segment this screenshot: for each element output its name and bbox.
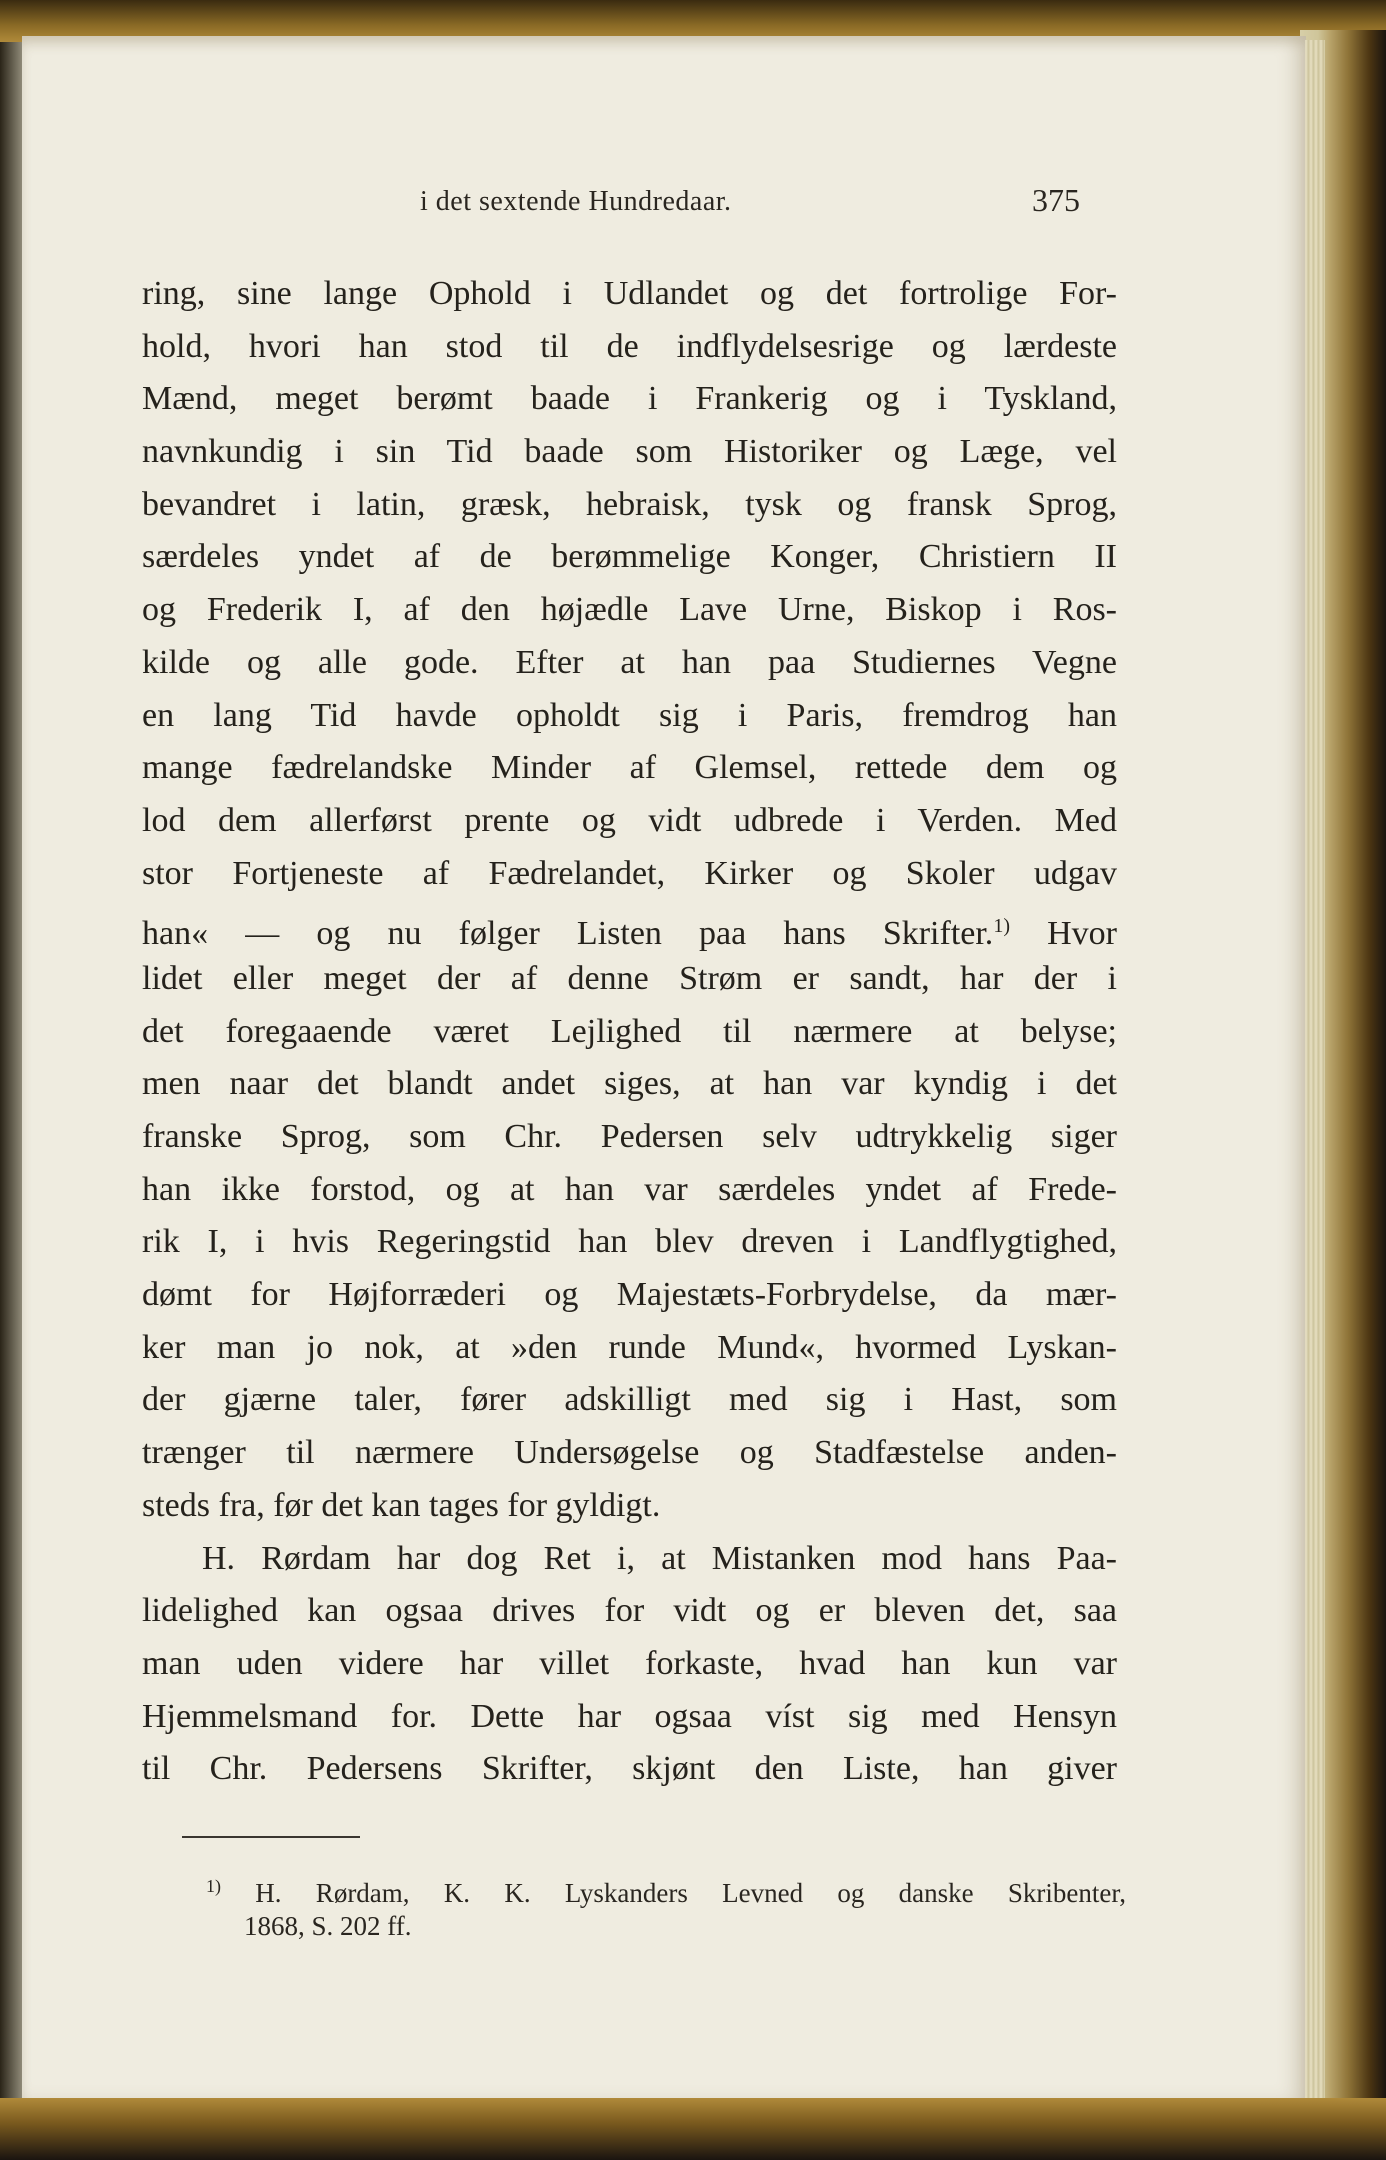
text-line: ker man jo nok, at »den runde Mund«, hvormed Lyskan- — [142, 1328, 1117, 1366]
text-segment: Hvor — [1047, 915, 1118, 953]
text-line: franske Sprog, som Chr. Pedersen selv udtrykkelig siger — [142, 1118, 1117, 1155]
text-line: mange fædrelandske Minder af Glemsel, rettede dem og — [142, 749, 1117, 787]
text-line: stor Fortjeneste af Fædrelandet, Kirker og Skoler udgav — [142, 854, 1117, 892]
book-cover-bottom-edge — [0, 2098, 1386, 2160]
text-line: men naar det blandt andet siges, at han var kyndig i det — [142, 1065, 1117, 1103]
text-line: særdeles yndet af de berømmelige Konger, Christiern II — [142, 538, 1117, 576]
footnote-line: 1868, S. 202 ff. — [244, 1911, 412, 1941]
running-head: i det sextende Hundredaar. — [420, 186, 732, 217]
page-number: 375 — [1032, 182, 1080, 218]
text-line: man uden videre har villet forkaste, hvad han kun var — [142, 1644, 1117, 1682]
footnote-reference: 1) — [993, 915, 1010, 938]
text-line: lidelighed kan ogsaa drives for vidt og er bleven det, saa — [142, 1592, 1117, 1630]
text-line: han ikke forstod, og at han var særdeles yndet af Frede- — [142, 1170, 1117, 1208]
footnote-text: H. Rørdam, K. K. Lyskanders Levned og danske Skribenter, — [255, 1878, 1127, 1908]
text-line: lidet eller meget der af denne Strøm er sandt, har der i — [142, 959, 1117, 997]
text-line: rik I, i hvis Regeringstid han blev dreven i Landflygtighed, — [142, 1223, 1117, 1261]
text-line: steds fra, før det kan tages for gyldigt. — [142, 1486, 661, 1524]
text-line: H. Rørdam har dog Ret i, at Mistanken mod hans Paa- — [202, 1539, 1117, 1577]
page-edges — [1305, 40, 1325, 2100]
paper-page — [22, 36, 1306, 2104]
body-text — [142, 268, 1117, 1796]
text-line: dømt for Højforræderi og Majestæts-Forbrydelse, da mær- — [142, 1276, 1117, 1314]
text-line: hold, hvori han stod til de indflydelsesrige og lærdeste — [142, 327, 1117, 365]
footnote-marker: 1) — [206, 1876, 221, 1896]
text-line: navnkundig i sin Tid baade som Historiker og Læge, vel — [142, 433, 1117, 471]
footnote-line — [206, 1866, 1126, 1906]
text-line: kilde og alle gode. Efter at han paa Studiernes Vegne — [142, 643, 1117, 681]
text-line: det foregaaende været Lejlighed til nærmere at belyse; — [142, 1012, 1117, 1050]
page-header — [22, 182, 1122, 226]
text-line: trænger til nærmere Undersøgelse og Stadfæstelse anden- — [142, 1434, 1117, 1472]
text-line: Hjemmelsmand for. Dette har ogsaa víst sig med Hensyn — [142, 1697, 1117, 1735]
text-line: til Chr. Pedersens Skrifter, skjønt den Liste, han giver — [142, 1750, 1117, 1788]
text-line: der gjærne taler, fører adskilligt med sig i Hast, som — [142, 1381, 1117, 1419]
book-cover-left-edge — [0, 0, 22, 2160]
text-line: ring, sine lange Ophold i Udlandet og det fortrolige For- — [142, 275, 1117, 312]
text-line-with-note — [142, 900, 1117, 953]
text-line: Mænd, meget berømt baade i Frankerig og i Tyskland, — [142, 380, 1117, 418]
text-line: lod dem allerførst prente og vidt udbrede i Verden. Med — [142, 801, 1117, 839]
text-line: en lang Tid havde opholdt sig i Paris, fremdrog han — [142, 696, 1117, 734]
text-line: og Frederik I, af den højædle Lave Urne, Biskop i Ros- — [142, 591, 1117, 629]
text-segment: han« — og nu følger Listen paa hans Skrifter. — [142, 915, 994, 953]
footnote-divider — [182, 1836, 360, 1838]
text-line: bevandret i latin, græsk, hebraisk, tysk og fransk Sprog, — [142, 485, 1117, 523]
footnotes — [206, 1866, 1126, 1946]
